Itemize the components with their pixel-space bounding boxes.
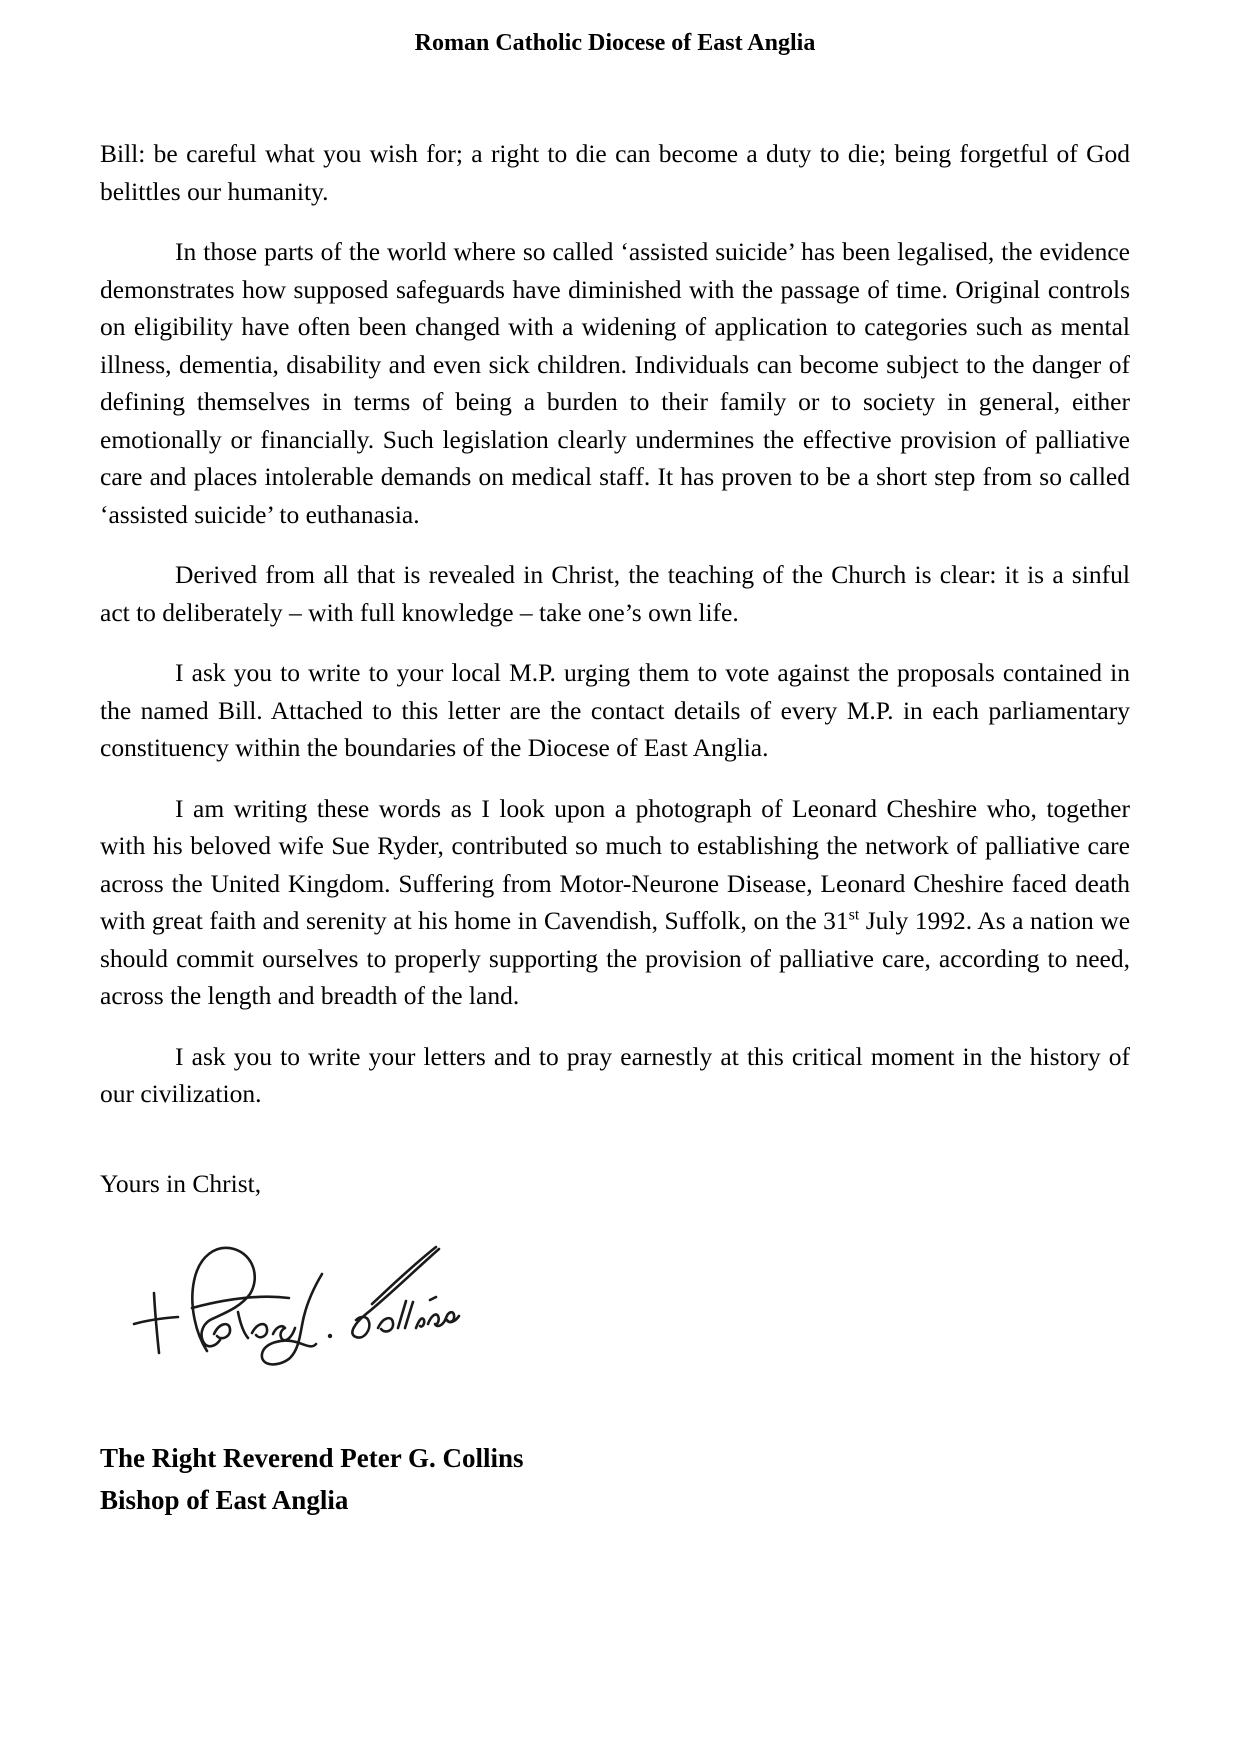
paragraph-text: Bill: be careful what you wish for; a right to die can become a duty to die; being forgetful of God belittles our humanity. xyxy=(100,139,1130,206)
signature xyxy=(92,1216,522,1421)
letter-paragraph xyxy=(100,233,1130,533)
letter-paragraph xyxy=(100,790,1130,1015)
signer-block xyxy=(100,1437,1130,1521)
letter-paragraph xyxy=(100,1038,1130,1113)
letter-paragraph xyxy=(100,135,1130,210)
letter-paragraph xyxy=(100,654,1130,767)
paragraph-text: I ask you to write to your local M.P. urging them to vote against the proposals contained in the named Bill. Attached to this letter are the contact details of every M.P. in each parliamentary constituency within the boundaries of the Diocese of East Anglia. xyxy=(100,658,1130,762)
paragraph-text: I ask you to write your letters and to pray earnestly at this critical moment in the history of our civilization. xyxy=(100,1041,1130,1108)
signoff: Yours in Christ, xyxy=(100,1168,262,1198)
signer-title: Bishop of East Anglia xyxy=(100,1485,349,1515)
signature-handwriting-image xyxy=(92,1216,522,1421)
letter-paragraph xyxy=(100,556,1130,631)
paragraph-text: I am writing these words as I look upon a photograph of Leonard Cheshire who, together with his beloved wife Sue Ryder, contributed so much to establishing the network of palliative care across the United Kingdom. Suffering from Motor-Neurone Disease, Leonard Cheshire faced death with great faith and serenity at his home in Cavendish, Suffolk, on the 31 xyxy=(100,793,1130,935)
paragraph-text: In those parts of the world where so called ‘assisted suicide’ has been legalised, the evidence demonstrates how supposed safeguards have diminished with the passage of time. Original controls on eligibility have often been changed with a widening of application to categories such as mental illness, dementia, disability and even sick children. Individuals can become subject to the danger of defining themselves in terms of being a burden to their family or to society in general, either emotionally or financially. Such legislation clearly undermines the effective provision of palliative care and places intolerable demands on medical staff. It has proven to be a short step from so called ‘assisted suicide’ to euthanasia. xyxy=(100,237,1130,529)
paragraph-text: July 1992. As a nation we should commit ourselves to properly supporting the provision of palliative care, according to need, across the length and breadth of the land. xyxy=(100,906,1131,1010)
superscript-text: st xyxy=(848,906,860,924)
letter-body xyxy=(100,135,1130,1113)
signer-name: The Right Reverend Peter G. Collins xyxy=(100,1443,524,1473)
document-header: Roman Catholic Diocese of East Anglia xyxy=(414,30,816,56)
paragraph-text: Derived from all that is revealed in Christ, the teaching of the Church is clear: it is a sinful act to deliberately – with full knowledge – take one’s own life. xyxy=(100,560,1130,627)
